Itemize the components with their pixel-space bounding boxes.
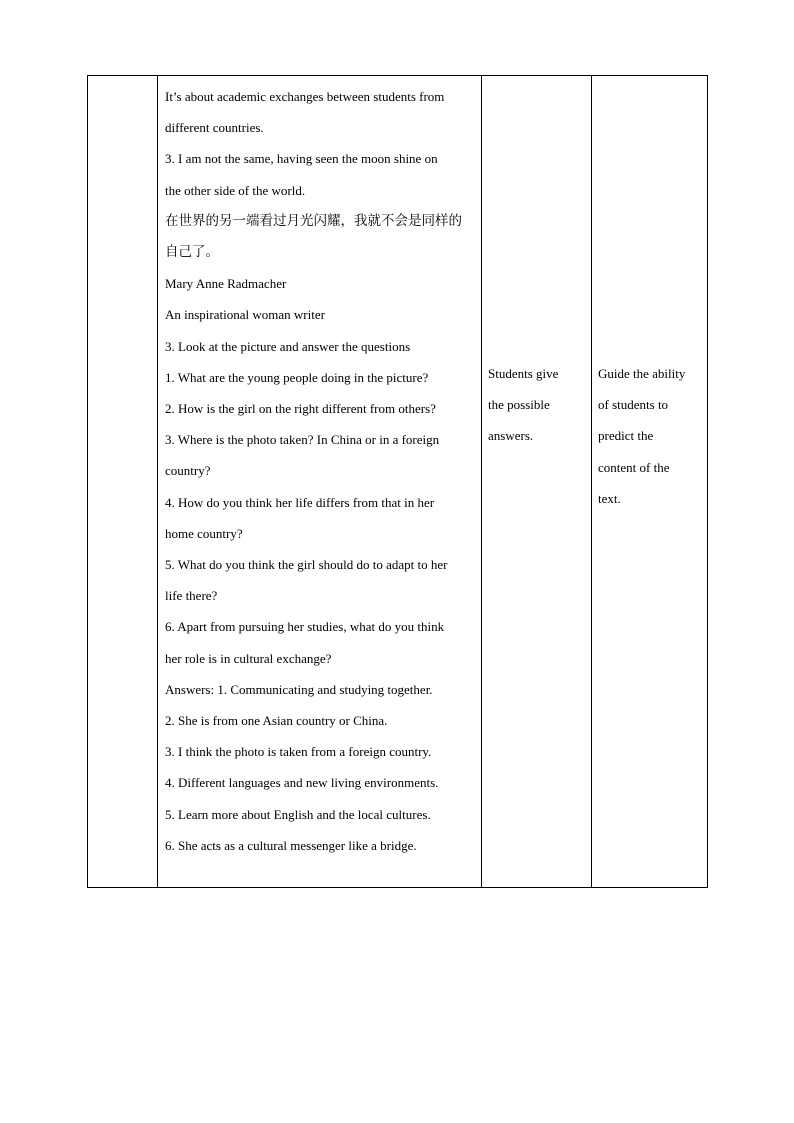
content-line: 4. Different languages and new living environments.: [165, 775, 439, 791]
content-line: It’s about academic exchanges between students from: [165, 89, 445, 104]
content-line: 6. She acts as a cultural messenger like a bridge.: [165, 837, 417, 853]
content-line: 2. She is from one Asian country or China.: [165, 713, 388, 729]
content-line: different countries.: [165, 120, 264, 136]
content-line: 5. What do you think the girl should do to adapt to her: [165, 557, 448, 573]
design-purpose-text: [592, 76, 707, 514]
content-line: 自己了。: [165, 244, 219, 261]
content-line: 3. I think the photo is taken from a foreign country.: [165, 744, 432, 760]
content-line: Mary Anne Radmacher: [165, 276, 287, 292]
student-activity-text: [482, 76, 591, 452]
content-line: country?: [165, 463, 211, 479]
table-row: [88, 76, 708, 888]
content-line: 6. Apart from pursuing her studies, what do you think: [165, 619, 445, 635]
content-line: 1. What are the young people doing in the picture?: [165, 369, 429, 385]
content-line: home country?: [165, 525, 243, 541]
student-activity-line: Students give: [488, 366, 559, 381]
content-line: 3. Look at the picture and answer the questions: [165, 338, 411, 354]
content-line: 在世界的另一端看过月光闪耀，我就不会是同样的: [165, 212, 462, 229]
content-line: 4. How do you think her life differs from that in her: [165, 494, 435, 510]
teaching-content-text: [158, 76, 481, 861]
content-line: 2. How is the girl on the right different from others?: [165, 401, 436, 417]
content-line: 3. Where is the photo taken? In China or in a foreign: [165, 432, 440, 448]
content-line: 5. Learn more about English and the local cultures.: [165, 806, 431, 822]
student-activity-cell: [482, 76, 592, 888]
purpose-line: predict the: [598, 428, 654, 444]
purpose-line: content of the: [598, 459, 670, 475]
purpose-line: text.: [598, 490, 621, 506]
content-line: life there?: [165, 588, 218, 604]
content-line: 3. I am not the same, having seen the moon shine on: [165, 151, 438, 167]
purpose-line: Guide the ability: [598, 366, 686, 381]
content-line: the other side of the world.: [165, 182, 306, 198]
purpose-line: of students to: [598, 397, 669, 413]
student-activity-line: answers.: [488, 428, 534, 444]
purpose-cell: [592, 76, 708, 888]
content-line: her role is in cultural exchange?: [165, 650, 332, 666]
step-cell: [88, 76, 158, 888]
lesson-plan-table: [87, 75, 708, 888]
content-line: An inspirational woman writer: [165, 307, 325, 323]
teaching-content-cell: [158, 76, 482, 888]
content-line: Answers: 1. Communicating and studying together.: [165, 681, 433, 697]
student-activity-line: the possible: [488, 397, 550, 413]
